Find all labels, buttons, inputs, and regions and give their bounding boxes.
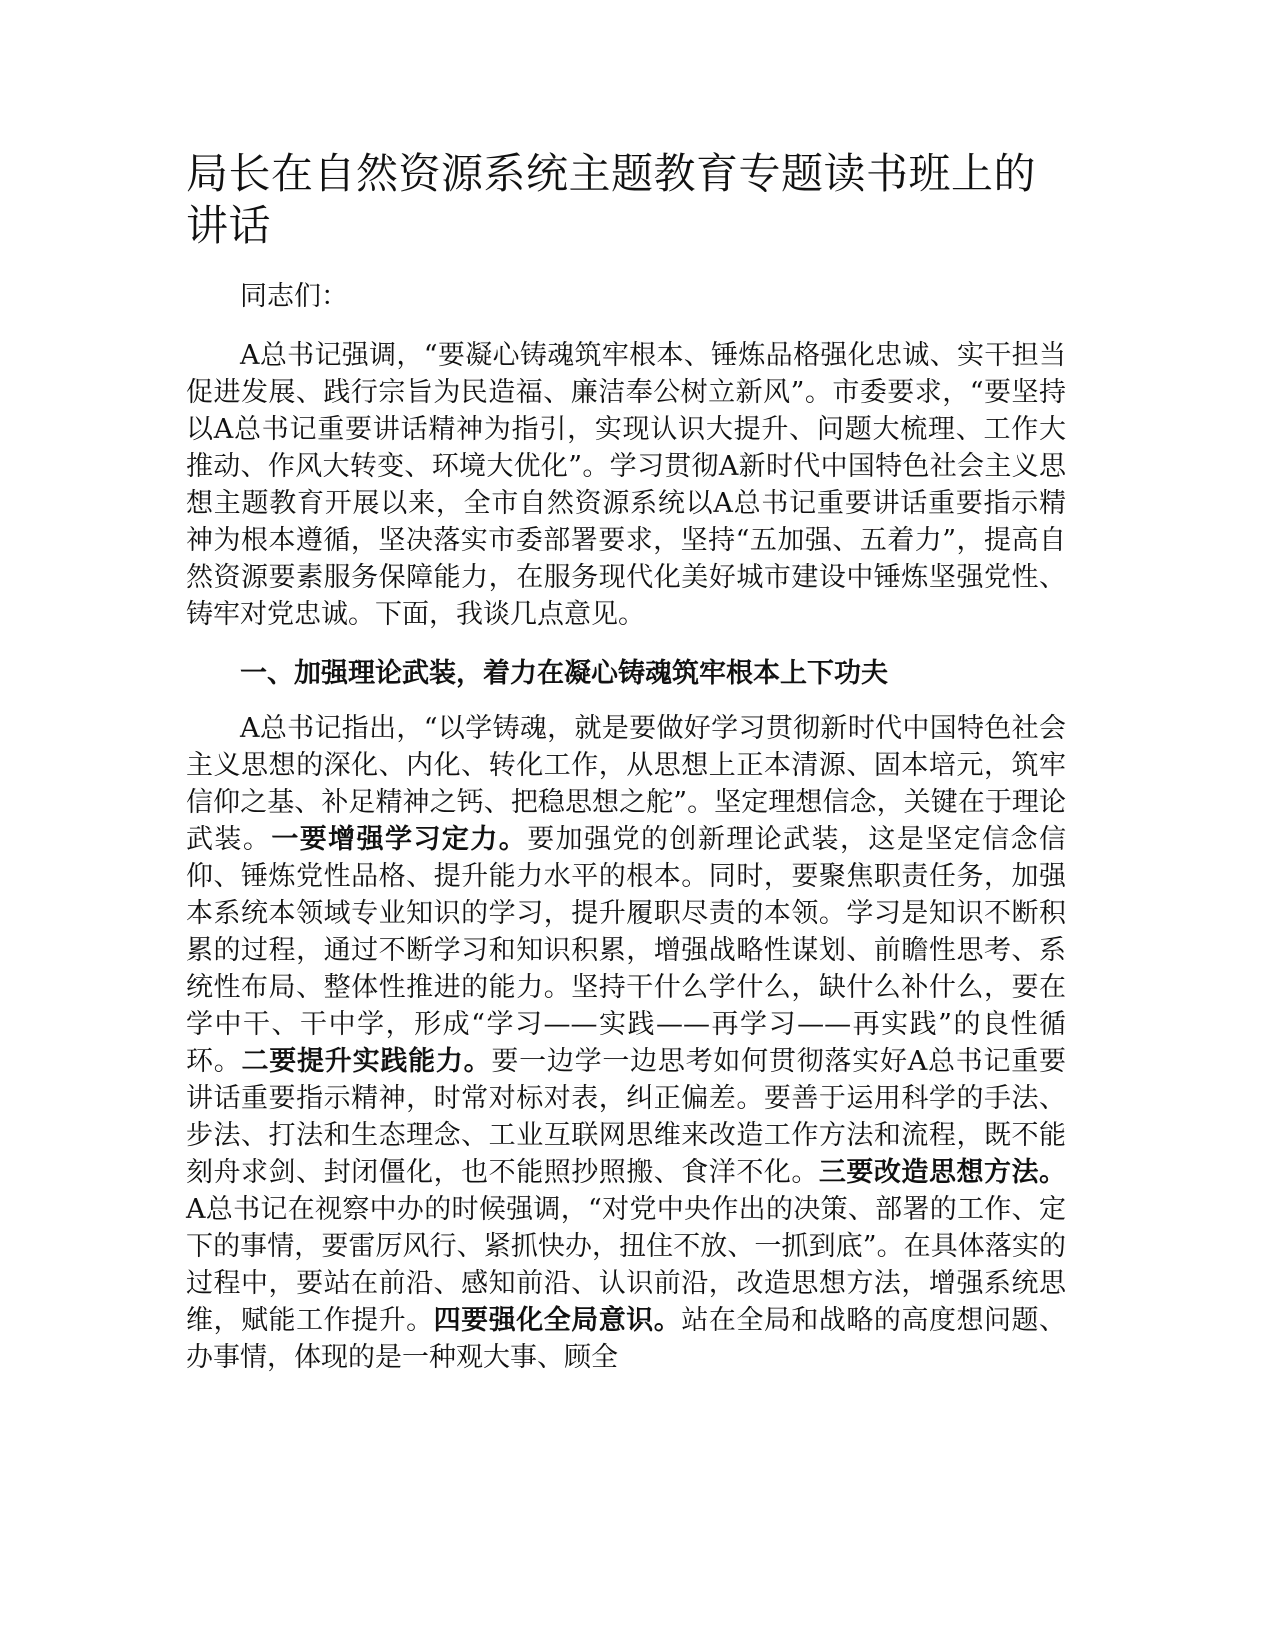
section-1-text-5: 站在全局和战略的高度想问题、办事情，体现的是一种观大事、顾全 xyxy=(186,1305,1067,1373)
point-1-label: 一要增强学习定力。 xyxy=(271,824,528,855)
document-body xyxy=(186,148,1066,1394)
section-1-text-4: A总书记在视察中办的时候强调，“对党中央作出的决策、部署的工作、定下的事情，要雷厉风行、紧抓快办，扭住不放、一抓到底”。在具体落实的过程中，要站在前沿、感知前沿、认识前沿，改造思想方法，增强系统思维，赋能工作提升。 xyxy=(186,1194,1066,1336)
point-3-label: 三要改造思想方法。 xyxy=(818,1157,1067,1188)
document-title: 局长在自然资源系统主题教育专题读书班上的讲话 xyxy=(186,149,1037,250)
section-heading-1: 一、加强理论武装，着力在凝心铸魂筑牢根本上下功夫 xyxy=(240,658,888,689)
intro-paragraph: A总书记强调，“要凝心铸魂筑牢根本、锤炼品格强化忠诚、实干担当促进发展、践行宗旨为民造福、廉洁奉公树立新风”。市委要求，“要坚持以A总书记重要讲话精神为指引，实现认识大提升、问题大梳理、工作大推动、作风大转变、环境大优化”。学习贯彻A新时代中国特色社会主义思想主题教育开展以来，全市自然资源系统以A总书记重要讲话重要指示精神为根本遵循，坚决落实市委部署要求，坚持“五加强、五着力”，提高自然资源要素服务保障能力，在服务现代化美好城市建设中锤炼坚强党性、铸牢对党忠诚。下面，我谈几点意见。 xyxy=(186,340,1066,630)
section-1-paragraph xyxy=(186,710,1066,1376)
salutation: 同志们： xyxy=(240,281,348,312)
section-1-text-2: 要加强党的创新理论武装，这是坚定信念信仰、锤炼党性品格、提升能力水平的根本。同时，要聚焦职责任务，加强本系统本领域专业知识的学习，提升履职尽责的本领。学习是知识不断积累的过程，通过不断学习和知识积累，增强战略性谋划、前瞻性思考、系统性布局、整体性推进的能力。坚持干什么学什么，缺什么补什么，要在学中干、干中学，形成“学习——实践——再学习——再实践”的良性循环。 xyxy=(186,824,1067,1077)
section-1-text-1: A总书记指出，“以学铸魂，就是要做好学习贯彻新时代中国特色社会主义思想的深化、内化、转化工作，从思想上正本清源、固本培元，筑牢信仰之基、补足精神之钙、把稳思想之舵”。坚定理想信念，关键在于理论武装。 xyxy=(186,713,1066,855)
point-2-label: 二要提升实践能力。 xyxy=(241,1046,492,1077)
point-4-label: 四要强化全局意识。 xyxy=(433,1305,682,1336)
section-1-text-3: 要一边学一边思考如何贯彻落实好A总书记重要讲话重要指示精神，时常对标对表，纠正偏差。要善于运用科学的手法、步法、打法和生态理念、工业互联网思维来改造工作方法和流程，既不能刻舟求剑、封闭僵化，也不能照抄照搬、食洋不化。 xyxy=(186,1046,1067,1188)
